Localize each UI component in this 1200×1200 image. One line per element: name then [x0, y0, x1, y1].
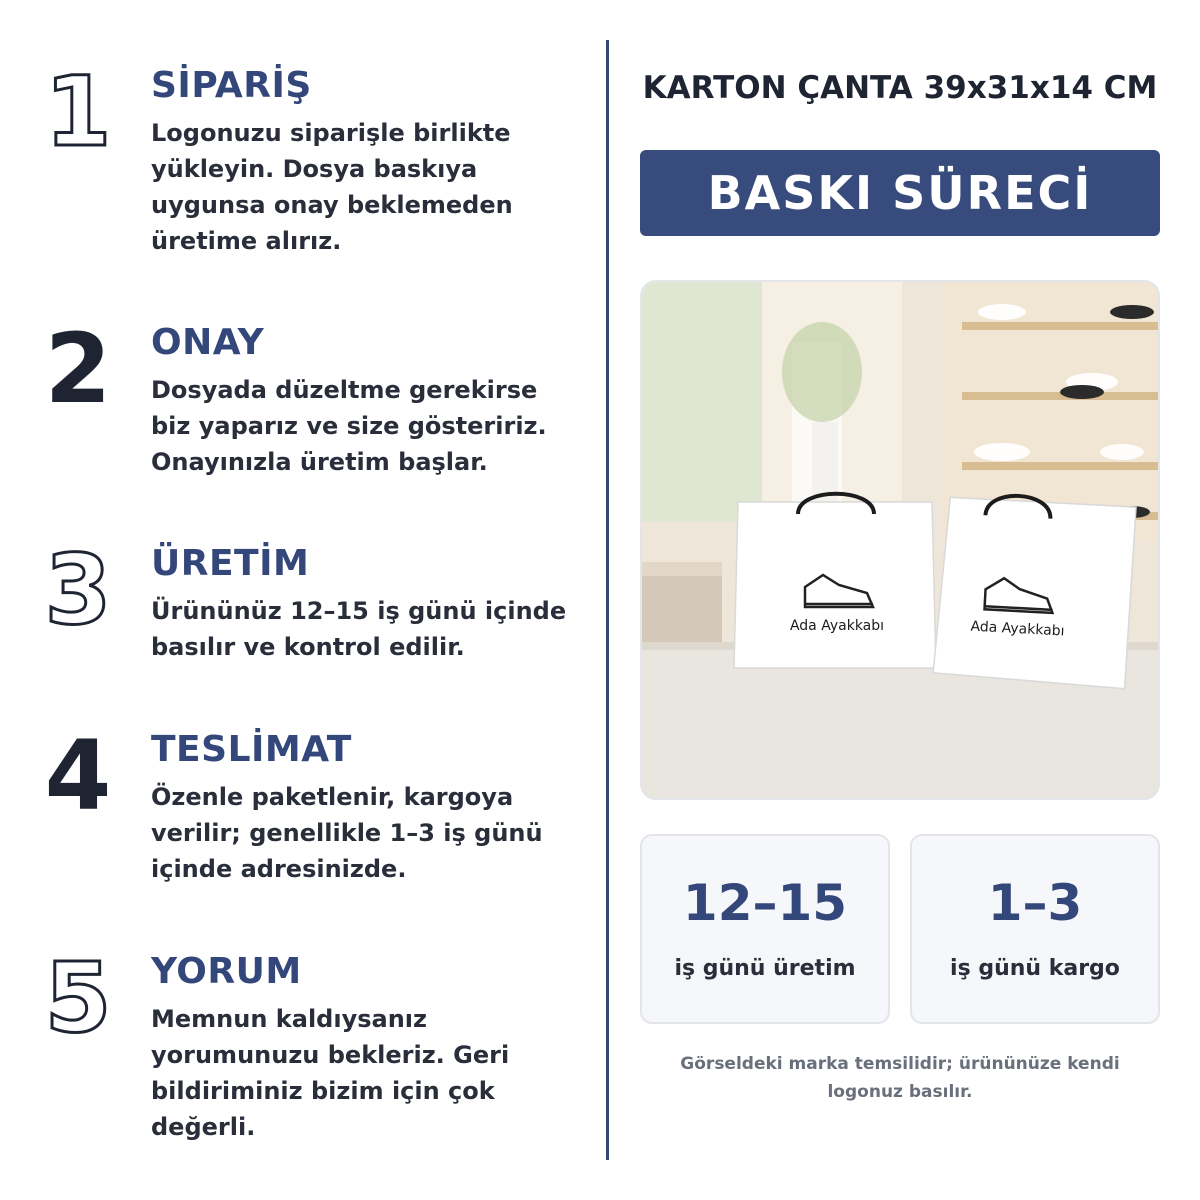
svg-text:2: 2 — [44, 322, 112, 412]
step-number-3 — [40, 543, 120, 633]
step-line: Memnun kaldıysanız — [151, 1005, 427, 1033]
column-divider — [606, 40, 609, 1160]
step-title: ONAY — [151, 322, 265, 363]
step-line: verilir; genellikle 1–3 iş günü — [151, 819, 543, 847]
product-photo — [640, 280, 1160, 800]
footnote-line: Görseldeki marka temsilidir; ürününüze kendi — [680, 1054, 1120, 1074]
step-line: içinde adresinizde. — [151, 855, 407, 883]
step-line: Onayınızla üretim başlar. — [151, 448, 488, 476]
step-line: Özenle paketlenir, kargoya — [151, 783, 514, 811]
step-line: uygunsa onay beklemeden — [151, 191, 513, 219]
stat-label: iş günü kargo — [950, 956, 1120, 981]
svg-text:3: 3 — [44, 543, 112, 633]
step-description — [151, 779, 571, 887]
bag-brand-label: Ada Ayakkabı — [970, 618, 1065, 640]
step-line: Dosyada düzeltme gerekirse — [151, 376, 538, 404]
footnote-line: logonuz basılır. — [827, 1082, 973, 1102]
stat-shipping — [910, 834, 1160, 1024]
stat-value: 1–3 — [987, 874, 1083, 932]
step-line: yükleyin. Dosya baskıya — [151, 155, 478, 183]
svg-text:1: 1 — [44, 65, 112, 155]
step-title: TESLİMAT — [151, 729, 352, 770]
step-line: biz yaparız ve size gösteririz. — [151, 412, 547, 440]
step-number-1 — [40, 65, 120, 155]
product-title: KARTON ÇANTA 39x31x14 CM — [642, 70, 1158, 106]
step-line: üretime alırız. — [151, 227, 342, 255]
step-description — [151, 115, 571, 259]
bag-brand-label: Ada Ayakkabı — [789, 618, 885, 634]
step-number-2 — [40, 322, 120, 412]
step-line: Ürününüz 12–15 iş günü içinde — [151, 597, 567, 625]
svg-text:4: 4 — [44, 729, 112, 819]
stat-production — [640, 834, 890, 1024]
step-description — [151, 1001, 571, 1145]
stat-label: iş günü üretim — [674, 956, 856, 981]
banner-title: BASKI SÜRECİ — [707, 166, 1093, 220]
step-line: basılır ve kontrol edilir. — [151, 633, 465, 661]
stat-value: 12–15 — [682, 874, 848, 932]
step-description — [151, 372, 571, 480]
step-title: ÜRETİM — [151, 543, 310, 584]
step-line: değerli. — [151, 1113, 256, 1141]
step-title: YORUM — [151, 951, 302, 992]
svg-text:5: 5 — [44, 951, 112, 1041]
step-description — [151, 593, 571, 665]
disclaimer-note — [640, 1050, 1160, 1106]
step-number-5 — [40, 951, 120, 1041]
step-title: SİPARİŞ — [151, 65, 312, 106]
step-number-4 — [40, 729, 120, 819]
step-line: Logonuzu siparişle birlikte — [151, 119, 511, 147]
process-banner — [640, 150, 1160, 236]
step-line: bildiriminiz bizim için çok — [151, 1077, 495, 1105]
step-line: yorumunuzu bekleriz. Geri — [151, 1041, 510, 1069]
